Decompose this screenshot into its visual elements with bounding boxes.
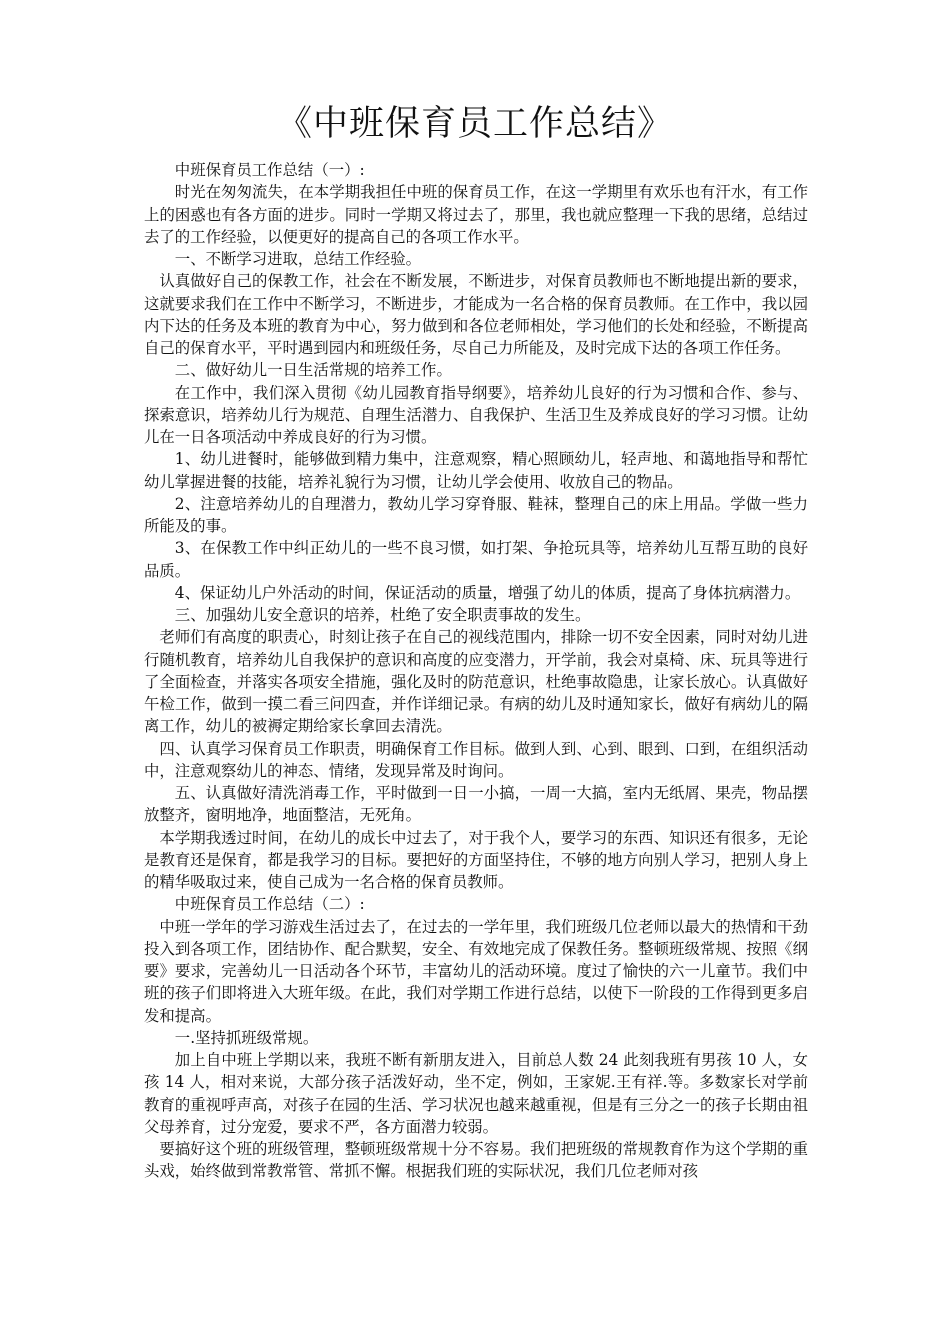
list-item: 3、在保教工作中纠正幼儿的一些不良习惯，如打架、争抢玩具等，培养幼儿互帮互助的良好品质。 bbox=[144, 539, 808, 580]
paragraph: 在工作中，我们深入贯彻《幼儿园教育指导纲要》，培养幼儿良好的行为习惯和合作、参与、探索意识，培养幼儿行为规范、自理生活潜力、自我保护、生活卫生及养成良好的学习习惯。让幼儿在一日各项活动中养成良好的行为习惯。 bbox=[144, 383, 808, 446]
paragraph-heading: 中班保育员工作总结（一）: bbox=[174, 161, 365, 179]
section-paragraph: 五、认真做好清洗消毒工作，平时做到一日一小搞，一周一大搞，室内无纸屑、果壳，物品摆放整齐，窗明地净，地面整洁，无死角。 bbox=[144, 784, 808, 825]
section-heading: 二、做好幼儿一日生活常规的培养工作。 bbox=[174, 361, 452, 380]
document-title: 《中班保育员工作总结》 bbox=[276, 104, 673, 144]
section-heading: 一.坚持抓班级常规。 bbox=[174, 1028, 319, 1047]
document-body bbox=[144, 159, 808, 1183]
paragraph: 时光在匆匆流失，在本学期我担任中班的保育员工作，在这一学期里有欢乐也有汗水，有工作上的困惑也有各方面的进步。同时一学期又将过去了，那里，我也就应整理一下我的思绪，总结过去了的工作经验，以便更好的提高自己的各项工作水平。 bbox=[144, 183, 808, 246]
section-paragraph: 四、认真学习保育员工作职责，明确保育工作目标。做到人到、心到、眼到、口到，在组织活动中，注意观察幼儿的神态、情绪，发现异常及时询问。 bbox=[144, 739, 808, 780]
paragraph: 要搞好这个班的班级管理，整顿班级常规十分不容易。我们把班级的常规教育作为这个学期的重头戏，始终做到常教常管、常抓不懈。根据我们班的实际状况，我们几位老师对孩 bbox=[144, 1140, 808, 1181]
paragraph: 老师们有高度的职责心，时刻让孩子在自己的视线范围内，排除一切不安全因素，同时对幼儿进行随机教育，培养幼儿自我保护的意识和高度的应变潜力，开学前，我会对桌椅、床、玩具等进行了全面检查，并落实各项安全措施，强化及时的防范意识，杜绝事故隐患，让家长放心。认真做好午检工作，做到一摸二看三问四查，并作详细记录。有病的幼儿及时通知家长，做好有病幼儿的隔离工作，幼儿的被褥定期给家长拿回去清洗。 bbox=[144, 628, 808, 736]
paragraph: 加上自中班上学期以来，我班不断有新朋友进入，目前总人数 24 此刻我班有男孩 10 人，女孩 14 人，相对来说，大部分孩子活泼好动，坐不定，例如，王家妮.王有祥.等。多数家长对学前教育的重视呼声高，对孩子在园的生活、学习状况也越来越重视，但是有三分之一的孩子长期由祖父母养育，过分宠爱，要求不严，各方面潜力较弱。 bbox=[144, 1051, 808, 1136]
list-item: 4、保证幼儿户外活动的时间，保证活动的质量，增强了幼儿的体质，提高了身体抗病潜力。 bbox=[174, 583, 801, 602]
section-heading: 一、不断学习进取，总结工作经验。 bbox=[174, 250, 422, 268]
section-heading: 三、加强幼儿安全意识的培养，杜绝了安全职责事故的发生。 bbox=[174, 606, 591, 624]
list-item: 2、注意培养幼儿的自理潜力，教幼儿学习穿脊服、鞋袜，整理自己的床上用品。学做一些力所能及的事。 bbox=[144, 494, 808, 535]
paragraph-heading: 中班保育员工作总结（二）: bbox=[174, 895, 365, 914]
paragraph: 认真做好自己的保教工作，社会在不断发展，不断进步，对保育员教师也不断地提出新的要求，这就要求我们在工作中不断学习，不断进步，才能成为一名合格的保育员教师。在工作中，我以园内下达的任务及本班的教育为中心，努力做到和各位老师相处，学习他们的长处和经验，不断提高自己的保育水平，平时遇到园内和班级任务，尽自己力所能及，及时完成下达的各项工作任务。 bbox=[144, 272, 808, 357]
paragraph: 本学期我透过时间，在幼儿的成长中过去了，对于我个人，要学习的东西、知识还有很多，无论是教育还是保育，都是我学习的目标。要把好的方面坚持住，不够的地方向别人学习，把别人身上的精华吸取过来，使自己成为一名合格的保育员教师。 bbox=[144, 828, 808, 891]
list-item: 1、幼儿进餐时，能够做到精力集中，注意观察，精心照顾幼儿，轻声地、和蔼地指导和帮忙幼儿掌握进餐的技能，培养礼貌行为习惯，让幼儿学会使用、收放自己的物品。 bbox=[144, 450, 808, 491]
paragraph: 中班一学年的学习游戏生活过去了，在过去的一学年里，我们班级几位老师以最大的热情和干劲投入到各项工作，团结协作、配合默契，安全、有效地完成了保教任务。整顿班级常规、按照《纲要》要求，完善幼儿一日活动各个环节，丰富幼儿的活动环境。度过了愉快的六一儿童节。我们中班的孩子们即将进入大班年级。在此，我们对学期工作进行总结，以使下一阶段的工作得到更多启发和提高。 bbox=[144, 917, 808, 1025]
